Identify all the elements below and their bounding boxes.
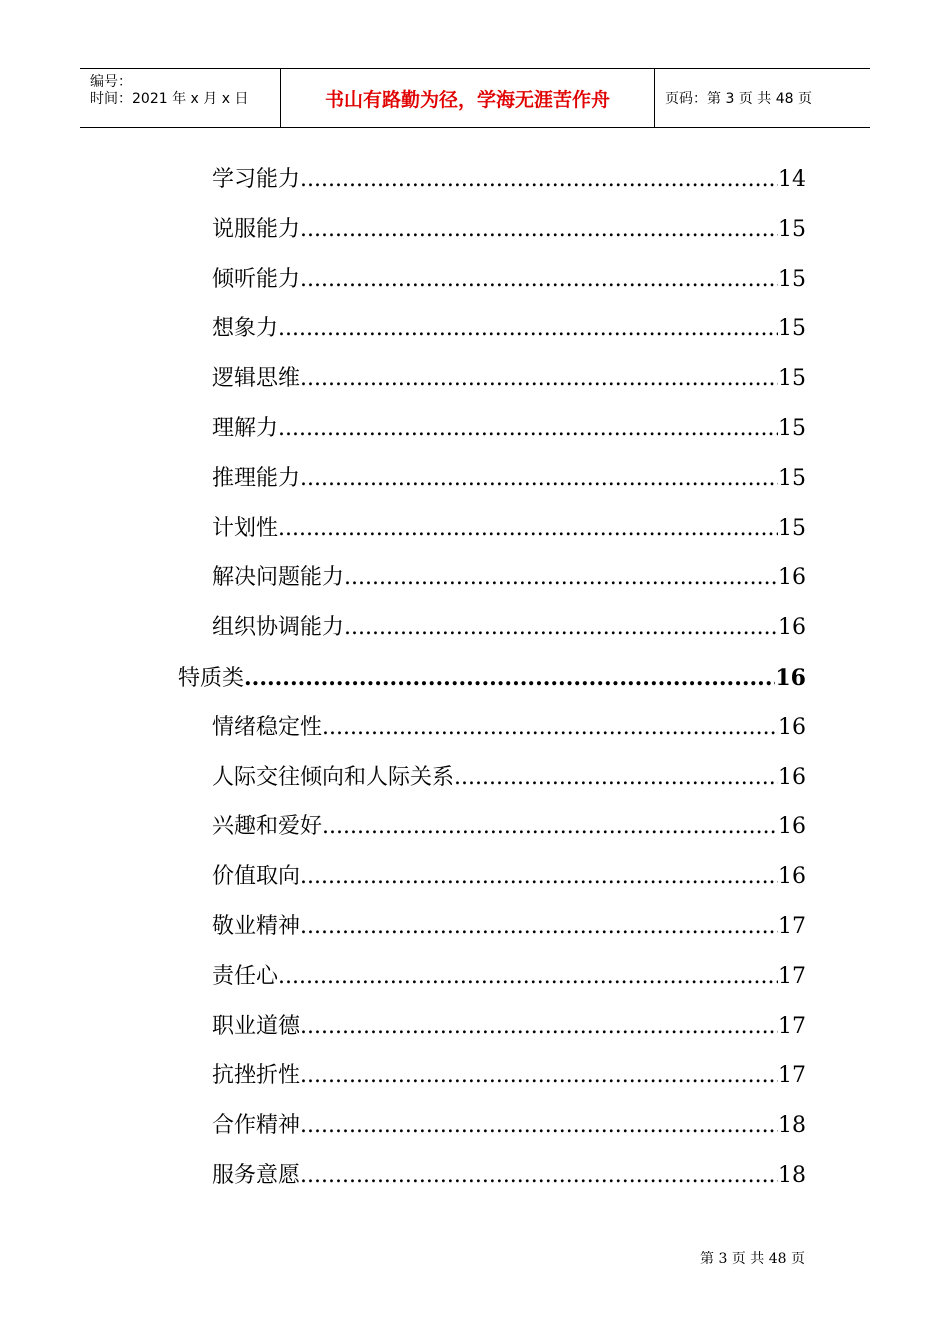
toc-entry-label: 组织协调能力 xyxy=(212,615,345,641)
toc-leader-dots xyxy=(344,608,778,648)
toc-entry-label: 情绪稳定性 xyxy=(212,714,323,740)
toc-entry-page: 15 xyxy=(778,515,806,541)
toc-entry-label: 理解力 xyxy=(212,416,279,441)
toc-entry-page: 16 xyxy=(778,565,806,591)
toc-entry[interactable] xyxy=(212,160,806,200)
toc-entry-label: 计划性 xyxy=(212,515,279,541)
toc-leader-dots xyxy=(300,359,778,399)
toc-entry-label: 特质类 xyxy=(178,666,245,691)
page-header xyxy=(80,68,870,128)
toc-entry-label: 职业道德 xyxy=(212,1013,301,1039)
toc-entry-page: 17 xyxy=(778,914,806,939)
toc-entry-page: 16 xyxy=(778,764,806,790)
toc-leader-dots xyxy=(278,509,778,549)
toc-leader-dots xyxy=(300,1056,778,1096)
document-number-label: 编号： xyxy=(90,74,132,90)
toc-entry-page: 17 xyxy=(778,1063,806,1089)
toc-entry-label: 解决问题能力 xyxy=(212,565,345,591)
toc-entry[interactable] xyxy=(212,708,806,748)
toc-entry-page: 14 xyxy=(778,167,806,192)
toc-entry[interactable] xyxy=(212,409,806,449)
toc-leader-dots xyxy=(300,857,778,897)
toc-entry-label: 价值取向 xyxy=(212,864,301,890)
toc-entry-label: 抗挫折性 xyxy=(212,1063,301,1089)
header-meta-cell xyxy=(80,69,281,127)
header-motto: 书山有路勤为径，学海无涯苦作舟 xyxy=(281,69,655,127)
toc-entry-label: 想象力 xyxy=(212,316,279,342)
toc-entry[interactable] xyxy=(212,1106,806,1146)
toc-leader-dots xyxy=(300,1007,778,1047)
toc-entry[interactable] xyxy=(212,1156,806,1196)
toc-leader-dots xyxy=(300,459,778,499)
toc-leader-dots xyxy=(300,1156,778,1196)
header-page-info: 页码：第 3 页 共 48 页 xyxy=(665,91,812,107)
toc-entry-page: 15 xyxy=(778,316,806,342)
toc-entry-page: 15 xyxy=(778,216,806,242)
toc-leader-dots xyxy=(344,558,778,598)
toc-entry[interactable] xyxy=(212,807,806,847)
toc-entry[interactable] xyxy=(212,957,806,997)
toc-entry[interactable] xyxy=(212,907,806,947)
toc-entry-page: 15 xyxy=(778,465,806,491)
toc-leader-dots xyxy=(300,907,778,947)
toc-leader-dots xyxy=(300,210,778,250)
toc-entry-page: 15 xyxy=(778,266,806,292)
toc-entry[interactable] xyxy=(212,359,806,399)
toc-entry-label: 说服能力 xyxy=(212,216,301,242)
toc-entry-label: 责任心 xyxy=(212,963,279,989)
toc-entry-page: 17 xyxy=(778,1013,806,1039)
toc-entry-page: 16 xyxy=(778,714,806,740)
toc-entry[interactable] xyxy=(212,210,806,250)
toc-entry[interactable] xyxy=(212,758,806,798)
toc-entry-page: 18 xyxy=(778,1113,806,1139)
toc-leader-dots xyxy=(454,758,778,798)
toc-entry-page: 18 xyxy=(778,1163,806,1188)
toc-leader-dots xyxy=(278,309,778,349)
toc-entry[interactable] xyxy=(212,309,806,349)
toc-leader-dots xyxy=(300,160,778,200)
toc-leader-dots xyxy=(322,807,778,847)
toc-entry-page: 17 xyxy=(778,963,806,989)
toc-leader-dots xyxy=(278,957,778,997)
toc-entry-page: 16 xyxy=(778,814,806,840)
toc-section-entry[interactable] xyxy=(178,658,806,698)
toc-leader-dots xyxy=(244,658,775,698)
toc-entry-label: 逻辑思维 xyxy=(212,366,301,392)
toc-entry-label: 服务意愿 xyxy=(212,1163,301,1188)
toc-leader-dots xyxy=(300,1106,778,1146)
toc-entry-label: 兴趣和爱好 xyxy=(212,814,323,840)
toc-entry[interactable] xyxy=(212,857,806,897)
toc-leader-dots xyxy=(300,260,778,300)
toc-entry-label: 人际交往倾向和人际关系 xyxy=(212,764,455,790)
toc-entry-page: 15 xyxy=(778,416,806,441)
toc-entry[interactable] xyxy=(212,1056,806,1096)
toc-leader-dots xyxy=(322,708,778,748)
toc-entry-page: 16 xyxy=(778,864,806,890)
toc-entry[interactable] xyxy=(212,459,806,499)
toc-entry-label: 敬业精神 xyxy=(212,914,301,939)
toc-entry[interactable] xyxy=(212,608,806,648)
toc-entry-label: 合作精神 xyxy=(212,1113,301,1139)
toc-entry-label: 推理能力 xyxy=(212,465,301,491)
toc-entry-label: 学习能力 xyxy=(212,167,301,192)
document-time-label: 时间：2021 年 x 月 x 日 xyxy=(90,91,249,107)
toc-entry[interactable] xyxy=(212,558,806,598)
toc-entry-page: 15 xyxy=(778,366,806,392)
toc-entry-label: 倾听能力 xyxy=(212,266,301,292)
toc-entry-page: 16 xyxy=(778,615,806,641)
toc-leader-dots xyxy=(278,409,778,449)
toc-entry-page: 16 xyxy=(775,665,806,691)
toc-entry[interactable] xyxy=(212,1007,806,1047)
toc-entry[interactable] xyxy=(212,260,806,300)
toc-entry[interactable] xyxy=(212,509,806,549)
page-footer: 第 3 页 共 48 页 xyxy=(700,1251,805,1267)
